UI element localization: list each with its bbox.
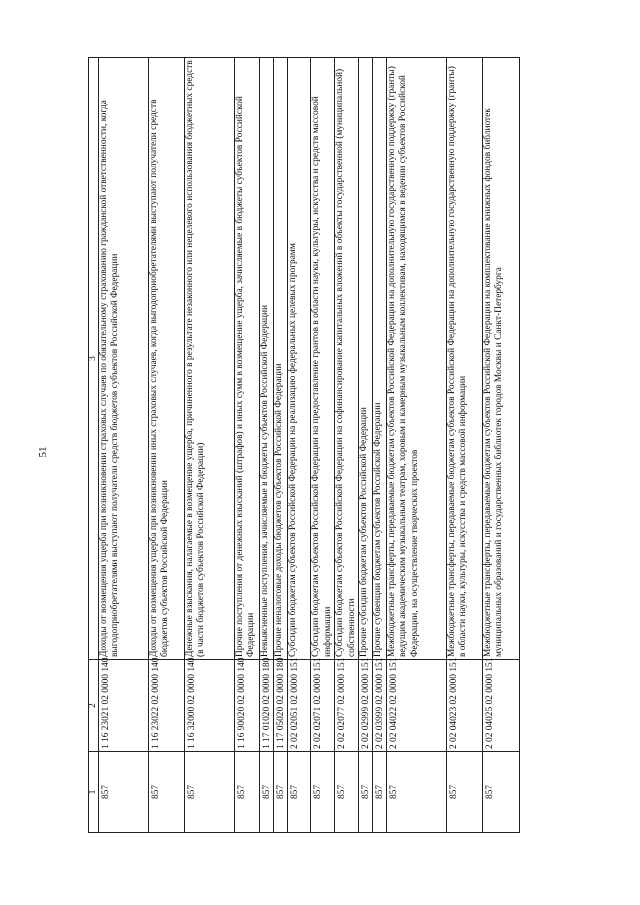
description-cell: Денежные взыскания, налагаемые в возмещение ущерба, причиненного в результате незаконного или нецелевого использования бюджетных средств (в части бюджетов субъектов Российской Федерации) [185,58,235,660]
admin-code-cell: 857 [274,752,288,833]
admin-code-cell: 857 [358,752,372,833]
budget-code-cell: 2 02 02077 02 0000 151 [335,660,358,752]
budget-code-cell: 2 02 02999 02 0000 151 [358,660,372,752]
description-cell: Прочие субвенции бюджетам субъектов Российской Федерации [373,58,387,660]
budget-code-cell: 2 02 03999 02 0000 151 [373,660,387,752]
table-row [185,58,235,833]
revenue-codes-table [88,57,520,833]
table-row [447,58,483,833]
admin-code-cell: 857 [373,752,387,833]
admin-code-cell: 857 [447,752,483,833]
description-cell: Межбюджетные трансферты, передаваемые бюджетам субъектов Российской Федерации на комплектование книжных фондов библиотек муниципальных образований и государственных библиотек городов Москвы и Санкт-Петербурга [483,58,520,660]
description-cell: Субсидии бюджетам субъектов Российской Федерации на предоставление грантов в области науки, культуры, искусства и средств массовой информации [311,58,335,660]
admin-code-cell: 857 [149,752,185,833]
budget-code-cell: 1 16 23021 02 0000 140 [99,660,149,752]
admin-code-cell: 857 [185,752,235,833]
table-row [274,58,288,833]
rotated-page-content [88,58,550,833]
table-row [335,58,358,833]
description-cell: Межбюджетные трансферты, передаваемые бюджетам субъектов Российской Федерации на дополнительную государственную поддержку (гранты) в области науки, культуры, искусства и средств массовой информации [447,58,483,660]
table-row [358,58,372,833]
description-cell: Прочие неналоговые доходы бюджетов субъектов Российской Федерации [274,58,288,660]
table-header-row [89,58,99,833]
page-number: 51 [37,446,49,458]
table-row [288,58,311,833]
table-row [260,58,274,833]
budget-code-cell: 2 02 02051 02 0000 151 [288,660,311,752]
table-row [149,58,185,833]
budget-code-cell: 2 02 02071 02 0000 151 [311,660,335,752]
budget-code-cell: 1 16 23022 02 0000 140 [149,660,185,752]
header-col-2: 2 [89,660,99,752]
admin-code-cell: 857 [260,752,274,833]
description-cell: Доходы от возмещения ущерба при возникновении страховых случаев по обязательному страхованию гражданской ответственности, когда выгодоприобретателями выступают получатели средств бюджетов субъектов Российской Федерации [99,58,149,660]
table-row [235,58,260,833]
table-row [387,58,447,833]
header-col-1: 1 [89,752,99,833]
header-col-3: 3 [89,58,99,660]
admin-code-cell: 857 [235,752,260,833]
admin-code-cell: 857 [387,752,447,833]
admin-code-cell: 857 [311,752,335,833]
budget-code-cell: 2 02 04022 02 0000 151 [387,660,447,752]
budget-code-cell: 1 17 01020 02 0000 180 [260,660,274,752]
table-row [311,58,335,833]
admin-code-cell: 857 [483,752,520,833]
budget-code-cell: 2 02 04023 02 0000 151 [447,660,483,752]
table-row [99,58,149,833]
budget-code-cell: 2 02 04025 02 0000 151 [483,660,520,752]
description-cell: Прочие субсидии бюджетам субъектов Российской Федерации [358,58,372,660]
description-cell: Доходы от возмещения ущерба при возникновении иных страховых случаев, когда выгодоприобретателями выступают получатели средств бюджетов субъектов Российской Федерации [149,58,185,660]
budget-code-cell: 1 16 32000 02 0000 140 [185,660,235,752]
table-row [483,58,520,833]
admin-code-cell: 857 [288,752,311,833]
description-cell: Межбюджетные трансферты, передаваемые бюджетам субъектов Российской Федерации на дополнительную государственную поддержку (гранты) ведущим академическим музыкальным театрам, хоровым и камерным музыкальным коллективам, находящимся в ведении субъектов Российской Федерации, на осуществление творческих проектов [387,58,447,660]
description-cell: Прочие поступления от денежных взысканий (штрафов) и иных сумм в возмещение ущерба, зачисляемые в бюджеты субъектов Российской Федерации [235,58,260,660]
admin-code-cell: 857 [99,752,149,833]
admin-code-cell: 857 [335,752,358,833]
budget-code-cell: 1 16 90020 02 0000 140 [235,660,260,752]
description-cell: Субсидии бюджетам субъектов Российской Федерации на реализацию федеральных целевых программ [288,58,311,660]
table-row [373,58,387,833]
description-cell: Субсидии бюджетам субъектов Российской Федерации на софинансирование капитальных вложений в объекты государственной (муниципальной) собственности [335,58,358,660]
description-cell: Невыясненные поступления, зачисляемые в бюджеты субъектов Российской Федерации [260,58,274,660]
table-body [99,58,520,833]
budget-code-cell: 1 17 05020 02 0000 180 [274,660,288,752]
